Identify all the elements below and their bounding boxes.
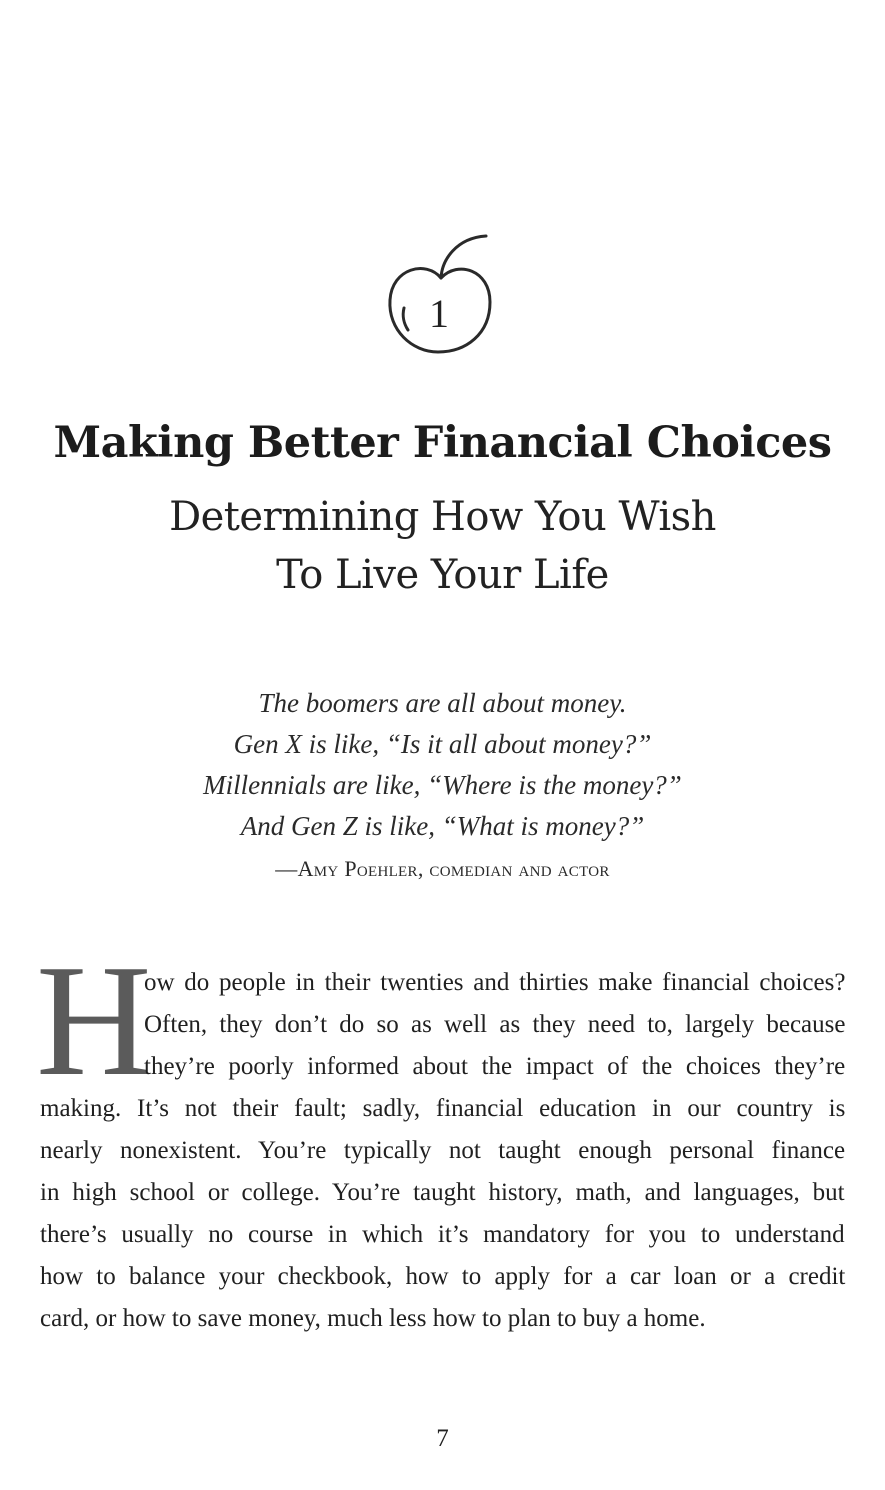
epigraph bbox=[0, 683, 885, 891]
body-line: how to balance your checkbook, how to apply for a car loan or a credit bbox=[40, 1263, 846, 1290]
body-line: card, or how to save money, much less how to plan to buy a home. bbox=[40, 1305, 706, 1332]
body-line: in high school or college. You’re taught history, math, and languages, but bbox=[40, 1179, 845, 1206]
body-line: there’s usually no course in which it’s mandatory for you to understand bbox=[40, 1221, 845, 1248]
chapter-number: 1 bbox=[429, 291, 449, 336]
body-line: Often, they don’t do so as well as they need to, largely because bbox=[144, 1011, 846, 1038]
epigraph-line: And Gen Z is like, “What is money?” bbox=[240, 811, 645, 841]
chapter-subtitle-line: To Live Your Life bbox=[276, 552, 609, 598]
epigraph-line: The boomers are all about money. bbox=[258, 688, 627, 718]
body-paragraph bbox=[40, 962, 845, 1340]
chapter-subtitle-line: Determining How You Wish bbox=[169, 494, 716, 540]
page-number: 7 bbox=[436, 1425, 449, 1452]
body-line: they’re poorly informed about the impact of the choices they’re bbox=[144, 1053, 846, 1080]
epigraph-attribution: —Amy Poehler, comedian and actor bbox=[275, 856, 610, 881]
chapter-title: Making Better Financial Choices bbox=[53, 418, 832, 468]
chapter-subtitle bbox=[0, 488, 885, 604]
epigraph-line: Gen X is like, “Is it all about money?” bbox=[233, 729, 652, 759]
body-line: nearly nonexistent. You’re typically not taught enough personal finance bbox=[40, 1137, 846, 1164]
chapter-number-badge bbox=[386, 230, 496, 360]
drop-cap: H bbox=[36, 931, 152, 1109]
epigraph-line: Millennials are like, “Where is the money?” bbox=[203, 770, 682, 800]
body-line: making. It’s not their fault; sadly, financial education in our country is bbox=[40, 1095, 846, 1122]
body-line: ow do people in their twenties and thirties make financial choices? bbox=[144, 969, 846, 996]
